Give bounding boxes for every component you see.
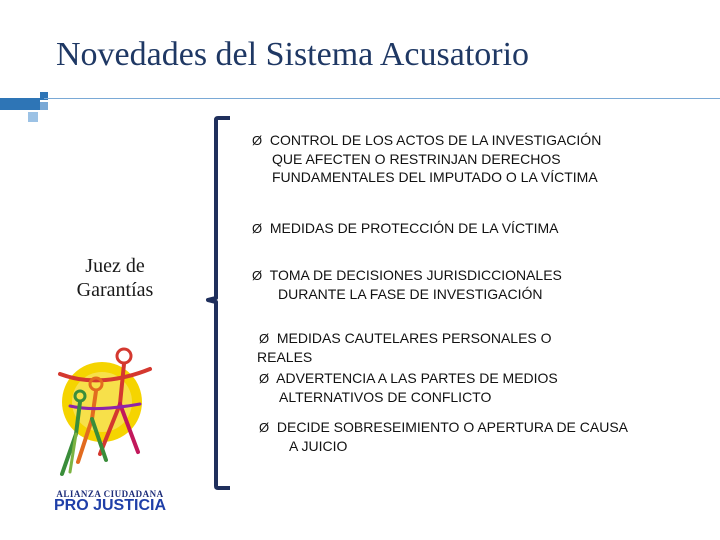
bullet-text: DURANTE LA FASE DE INVESTIGACIÓN (278, 286, 543, 302)
bullet-text: ADVERTENCIA A LAS PARTES DE MEDIOS (276, 370, 558, 386)
bullet-text: A JUICIO (289, 438, 348, 454)
judge-label-line1: Juez de (85, 255, 145, 277)
arrow-bullet-icon: Ø (252, 133, 263, 148)
bullet-control-actos (252, 131, 601, 186)
judge-label (40, 254, 190, 302)
curly-brace (200, 116, 240, 490)
bullet-text: MEDIDAS DE PROTECCIÓN DE LA VÍCTIMA (269, 220, 559, 236)
bullet-text: TOMA DE DECISIONES JURISDICCIONALES (269, 267, 562, 283)
bullet-advertencia (257, 369, 558, 406)
corner-decoration (0, 92, 50, 128)
arrow-bullet-icon: Ø (259, 371, 270, 386)
slide-title: Novedades del Sistema Acusatorio (56, 36, 530, 73)
arrow-bullet-icon: Ø (252, 268, 263, 283)
bullet-decide-sobreseimiento (257, 418, 628, 455)
logo-line1: ALIANZA CIUDADANA (56, 489, 164, 499)
bullet-text: REALES (257, 349, 313, 365)
bullet-text: CONTROL DE LOS ACTOS DE LA INVESTIGACIÓN (269, 132, 602, 148)
arrow-bullet-icon: Ø (252, 221, 263, 236)
logo-line2: PRO JUSTICIA (53, 497, 166, 514)
arrow-bullet-icon: Ø (259, 331, 270, 346)
bullet-toma-decisiones (252, 266, 562, 303)
bullet-text: DECIDE SOBRESEIMIENTO O APERTURA DE CAUSA (276, 419, 629, 435)
bullet-text: MEDIDAS CAUTELARES PERSONALES O (276, 330, 552, 346)
bullet-text: FUNDAMENTALES DEL IMPUTADO O LA VÍCTIMA (272, 169, 598, 185)
title-rule (44, 98, 720, 99)
arrow-bullet-icon: Ø (259, 420, 270, 435)
judge-label-line2: Garantías (76, 279, 154, 301)
bullet-text: QUE AFECTEN O RESTRINJAN DERECHOS (272, 151, 561, 167)
bullet-text: ALTERNATIVOS DE CONFLICTO (279, 389, 492, 405)
bullet-medidas-proteccion (252, 219, 559, 238)
bullet-medidas-cautelares (257, 329, 552, 366)
